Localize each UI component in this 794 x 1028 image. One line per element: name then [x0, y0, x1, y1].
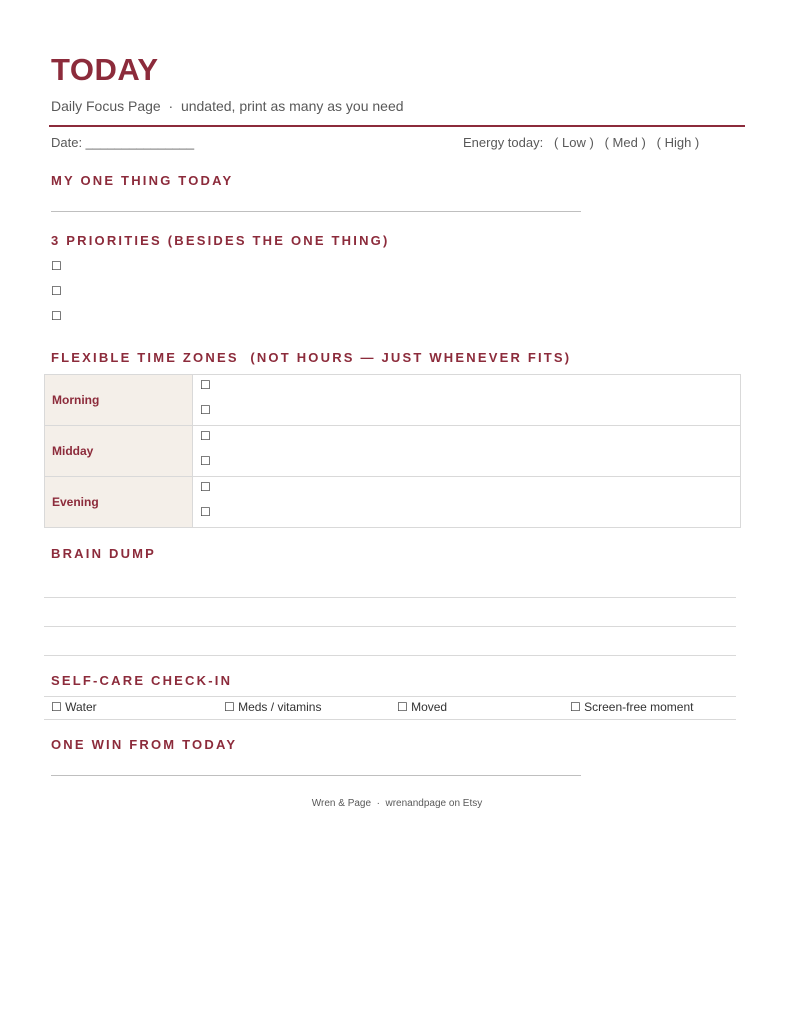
zone-checkbox[interactable]: ☐	[200, 454, 211, 468]
page-subtitle: Daily Focus Page · undated, print as many as you need	[51, 98, 404, 114]
brain-dump-line[interactable]	[44, 626, 736, 627]
section-heading-self-care: SELF-CARE CHECK-IN	[51, 673, 233, 688]
date-field[interactable]: Date: _______________	[51, 135, 195, 150]
zone-checkbox[interactable]: ☐	[200, 378, 211, 392]
time-zones-table	[44, 374, 741, 528]
zone-cell-evening	[193, 477, 741, 528]
priority-checkbox-1[interactable]: ☐	[51, 259, 62, 273]
zone-checkbox[interactable]: ☐	[200, 429, 211, 443]
brain-dump-line[interactable]	[44, 597, 736, 598]
one-thing-write-line[interactable]	[51, 211, 581, 212]
page-title: TODAY	[51, 52, 159, 87]
section-heading-time-zones: FLEXIBLE TIME ZONES (NOT HOURS — JUST WHENEVER FITS)	[51, 350, 572, 365]
footer-credit: Wren & Page · wrenandpage on Etsy	[311, 798, 483, 809]
priority-checkbox-3[interactable]: ☐	[51, 309, 62, 323]
self-care-row	[44, 696, 736, 720]
self-care-moved-checkbox[interactable]: ☐ Moved	[397, 700, 448, 714]
zone-label-midday: Midday	[45, 426, 193, 477]
self-care-screen-free-checkbox[interactable]: ☐ Screen-free moment	[570, 700, 694, 714]
energy-selector[interactable]: Energy today: ( Low ) ( Med ) ( High )	[463, 135, 700, 150]
zone-cell-midday	[193, 426, 741, 477]
header-divider	[49, 125, 745, 127]
section-heading-priorities: 3 PRIORITIES (BESIDES THE ONE THING)	[51, 233, 390, 248]
section-heading-brain-dump: BRAIN DUMP	[51, 546, 157, 561]
zone-checkbox[interactable]: ☐	[200, 480, 211, 494]
one-win-write-line[interactable]	[51, 775, 581, 776]
zone-checkbox[interactable]: ☐	[200, 505, 211, 519]
zone-label-evening: Evening	[45, 477, 193, 528]
table-row	[45, 426, 741, 477]
self-care-meds-checkbox[interactable]: ☐ Meds / vitamins	[224, 700, 322, 714]
self-care-water-checkbox[interactable]: ☐ Water	[51, 700, 97, 714]
priority-checkbox-2[interactable]: ☐	[51, 284, 62, 298]
zone-checkbox[interactable]: ☐	[200, 403, 211, 417]
table-row	[45, 375, 741, 426]
section-heading-one-thing: MY ONE THING TODAY	[51, 173, 234, 188]
table-row	[45, 477, 741, 528]
brain-dump-line[interactable]	[44, 655, 736, 656]
zone-label-morning: Morning	[45, 375, 193, 426]
zone-cell-morning	[193, 375, 741, 426]
section-heading-one-win: ONE WIN FROM TODAY	[51, 737, 238, 752]
